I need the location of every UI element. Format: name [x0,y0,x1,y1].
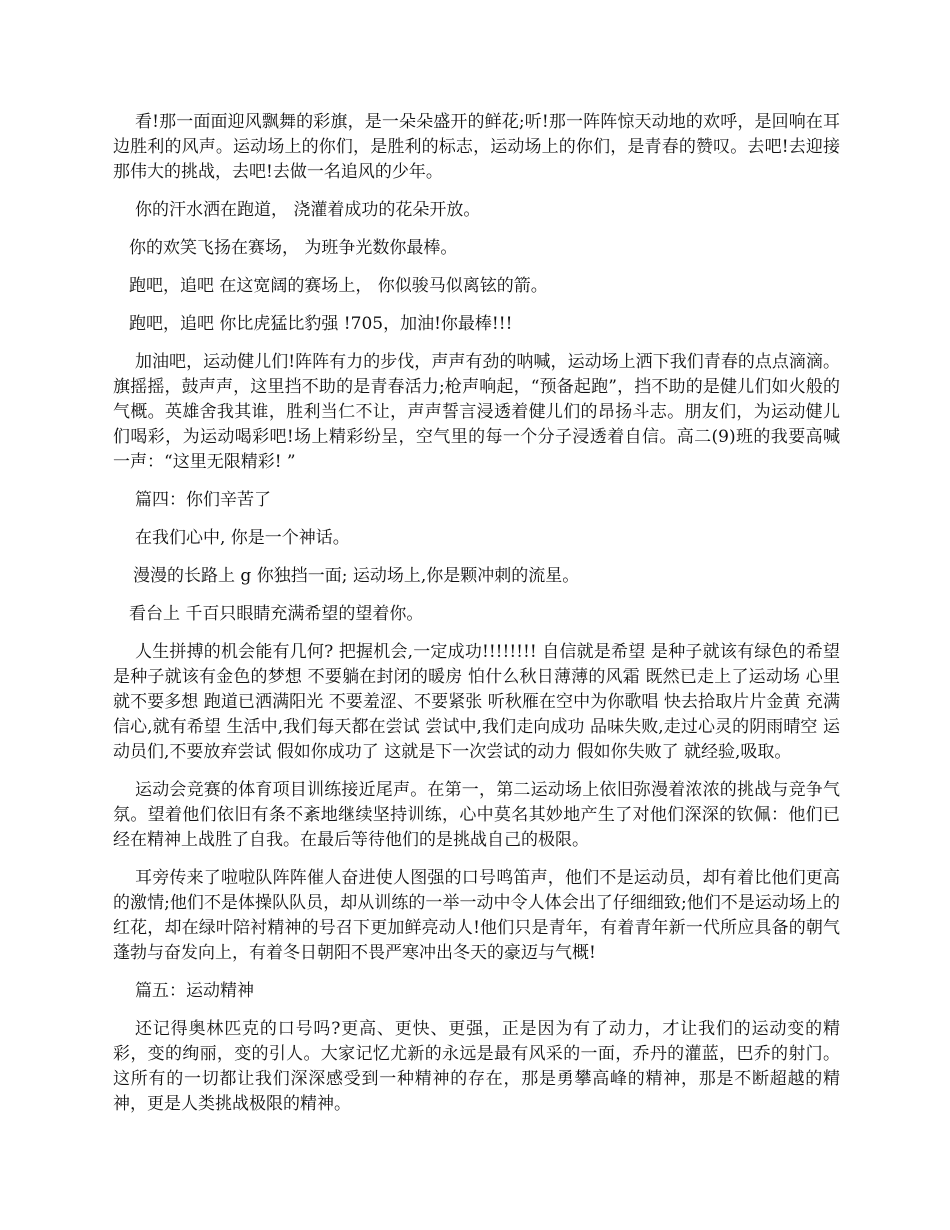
paragraph: 在我们心中, 你是一个神话。 [135,528,350,548]
paragraph: 漫漫的长路上 g 你独挡一面; 运动场上,你是颗冲刺的流星。 [133,566,580,586]
paragraph: 加油吧，运动健儿们!阵阵有力的步伐，声声有劲的呐喊，运动场上洒下我们青春的点点滴滴。旗摇摇，鼓声声，这里挡不助的是青春活力;枪声响起，“预备起跑”，挡不助的是健儿们如火般的气概。英雄舍我其谁，胜利当仁不让，声声誓言浸透着健儿们的昂扬斗志。朋友们，为运动健儿们喝彩，为运动喝彩吧!场上精彩纷呈，空气里的每一个分子浸透着自信。高二(9)班的我要高喊一声：“这里无限精彩! ” [113,352,840,472]
paragraph: 跑吧，追吧 你比虎猛比豹强 !705，加油!你最棒!!! [129,314,513,334]
paragraph: 跑吧，追吧 在这宽阔的赛场上， 你似骏马似离铉的箭。 [129,276,548,296]
paragraph: 看台上 千百只眼睛充满希望的望着你。 [129,604,424,624]
paragraph: 还记得奥林匹克的口号吗?更高、更快、更强，正是因为有了动力，才让我们的运动变的精彩，变的绚丽，变的引人。大家记忆尤新的永远是最有风采的一面，乔丹的灌蓝，巴乔的射门。这所有的一切都让我们深深感受到一种精神的存在，那是勇攀高峰的精神，那是不断超越的精神，更是人类挑战极限的精神。 [113,1019,840,1114]
section-heading: 篇四：你们辛苦了 [135,490,271,510]
document-body [113,110,840,1130]
paragraph: 看!那一面面迎风飘舞的彩旗，是一朵朵盛开的鲜花;听!那一阵阵惊天动地的欢呼，是回响在耳边胜利的风声。运动场上的你们，是胜利的标志，运动场上的你们，是青春的赞叹。去吧!去迎接那伟大的挑战，去吧!去做一名追风的少年。 [113,112,840,182]
paragraph: 耳旁传来了啦啦队阵阵催人奋进使人图强的口号鸣笛声，他们不是运动员，却有着比他们更高的激情;他们不是体操队队员，却从训练的一举一动中令人体会出了仔细细致;他们不是运动场上的红花，却在绿叶陪衬精神的号召下更加鲜亮动人!他们只是青年，有着青年新一代所应具备的朝气蓬勃与奋发向上，有着冬日朝阳不畏严寒冲出冬天的豪迈与气概! [113,868,841,963]
section-heading: 篇五：运动精神 [135,981,254,1001]
paragraph: 你的欢笑飞扬在赛场， 为班争光数你最棒。 [129,238,458,258]
paragraph: 运动会竞赛的体育项目训练接近尾声。在第一，第二运动场上依旧弥漫着浓浓的挑战与竞争气氛。望着他们依旧有条不紊地继续坚持训练，心中莫名其妙地产生了对他们深深的钦佩：他们已经在精神上战胜了自我。在最后等待他们的是挑战自己的极限。 [113,780,840,850]
paragraph: 你的汗水洒在跑道， 浇灌着成功的花朵开放。 [135,200,481,220]
paragraph: 人生拼搏的机会能有几何? 把握机会,一定成功!!!!!!!! 自信就是希望 是种子就该有绿色的希望 是种子就该有金色的梦想 不要躺在封闭的暖房 怕什么秋日薄薄的风霜 既然已走上了运动场 心里就不要多想 跑道已洒满阳光 不要羞涩、不要紧张 听秋雁在空中为你歌唱 快去拾取片片金黄 充满信心,就有希望 生活中,我们每天都在尝试 尝试中,我们走向成功 品味失败,走过心灵的阴雨晴空 运动员们,不要放弃尝试 假如你成功了 这就是下一次尝试的动力 假如你失败了 就经验,吸取。 [113,642,840,762]
